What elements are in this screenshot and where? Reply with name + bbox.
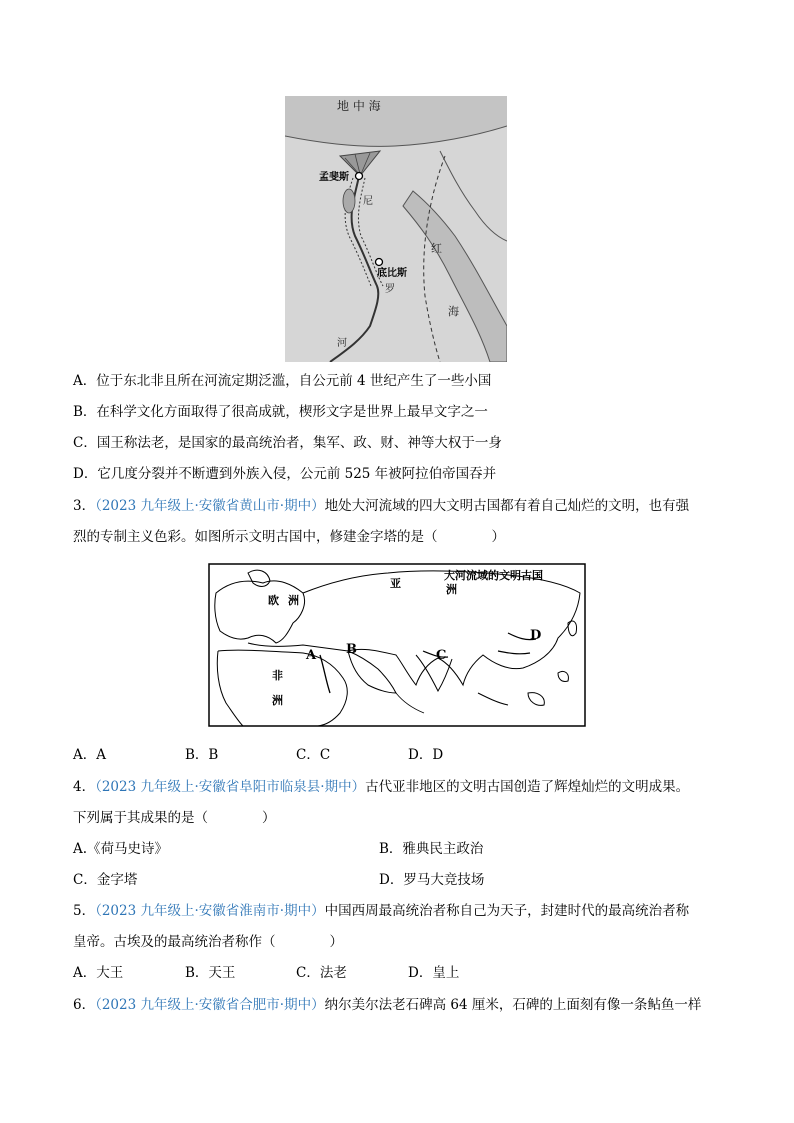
map-label-memphis: 孟斐斯 <box>319 172 349 183</box>
q5-option-b: B．天王 <box>185 965 236 981</box>
q2-option-a: A．位于东北非且所在河流定期泛滥，自公元前 4 世纪产生了一些小国 <box>73 373 492 389</box>
q5-option-a: A．大王 <box>73 965 124 981</box>
q5-option-c: C．法老 <box>296 965 347 981</box>
q5-option-d: D．皇上 <box>408 965 460 981</box>
q2-option-d: D．它几度分裂并不断遭到外族入侵，公元前 525 年被阿拉伯帝国吞并 <box>73 466 497 482</box>
map2-asia-2: 洲 <box>446 583 457 596</box>
map2-europe-2: 洲 <box>288 594 299 607</box>
q3-number: 3． <box>73 498 96 514</box>
map2-africa-1: 非 <box>272 669 283 682</box>
q4-option-b: B．雅典民主政治 <box>379 841 484 857</box>
q6-stem-line-1 <box>73 995 701 1015</box>
map2-europe-1: 欧 <box>268 594 279 607</box>
map2-africa-2: 洲 <box>272 694 283 707</box>
q4-option-a: A.《荷马史诗》 <box>73 841 169 857</box>
q4-stem-line-2: 下列属于其成果的是（ ） <box>73 810 276 826</box>
q3-option-b: B．B <box>185 747 219 763</box>
q4-text-1: 古代亚非地区的文明古国创造了辉煌灿烂的文明成果。 <box>365 779 690 795</box>
map2-asia-1: 亚 <box>390 577 401 590</box>
q3-option-c: C．C <box>296 747 331 763</box>
q5-stem-line-1 <box>73 901 689 921</box>
map-label-red-2: 海 <box>448 305 459 318</box>
q4-number: 4． <box>73 779 96 795</box>
q4-source: （2023 九年级上·安徽省阜阳市临泉县·期中） <box>95 779 366 795</box>
q3-stem-line-1 <box>73 496 689 516</box>
q3-source: （2023 九年级上·安徽省黄山市·期中） <box>95 498 325 514</box>
map2-label-c: C <box>436 648 447 663</box>
map2-label-d: D <box>530 628 542 643</box>
map2-label-b: B <box>346 642 357 657</box>
map-label-nile-3: 河 <box>337 338 347 349</box>
q3-stem-line-2: 烈的专制主义色彩。如图所示文明古国中，修建金字塔的是（ ） <box>73 529 505 545</box>
map2-title: 大河流域的文明古国 <box>444 569 543 582</box>
q5-stem-line-2: 皇帝。古埃及的最高统治者称作（ ） <box>73 934 343 950</box>
q5-source: （2023 九年级上·安徽省淮南市·期中） <box>95 903 325 919</box>
map-label-mediterranean: 地 中 海 <box>337 99 381 113</box>
q5-text-1: 中国西周最高统治者称自己为天子，封建时代的最高统治者称 <box>324 903 690 919</box>
q4-option-c: C．金字塔 <box>73 872 138 888</box>
map2-label-a: A <box>306 648 317 663</box>
map-label-nile-2: 罗 <box>385 284 395 295</box>
q6-number: 6． <box>73 997 96 1013</box>
q4-stem-line-1 <box>73 777 689 797</box>
q4-option-d: D．罗马大竞技场 <box>379 872 485 888</box>
q3-option-d: D．D <box>408 747 444 763</box>
map-label-red-1: 红 <box>431 242 442 255</box>
map-label-thebes: 底比斯 <box>377 268 407 279</box>
q6-source: （2023 九年级上·安徽省合肥市·期中） <box>95 997 325 1013</box>
q3-option-a: A．A <box>73 747 106 763</box>
q2-option-b: B．在科学文化方面取得了很高成就，楔形文字是世界上最早文字之一 <box>73 404 488 420</box>
q2-option-c: C．国王称法老，是国家的最高统治者，集军、政、财、神等大权于一身 <box>73 435 502 451</box>
civilizations-map <box>208 563 586 727</box>
q5-number: 5． <box>73 903 96 919</box>
egypt-map <box>285 96 507 362</box>
q3-text-1: 地处大河流域的四大文明古国都有着自己灿烂的文明，也有强 <box>324 498 690 514</box>
q6-text-1: 纳尔美尔法老石碑高 64 厘米，石碑的上面刻有像一条鲇鱼一样 <box>324 997 702 1013</box>
map-label-nile-1: 尼 <box>363 196 373 207</box>
